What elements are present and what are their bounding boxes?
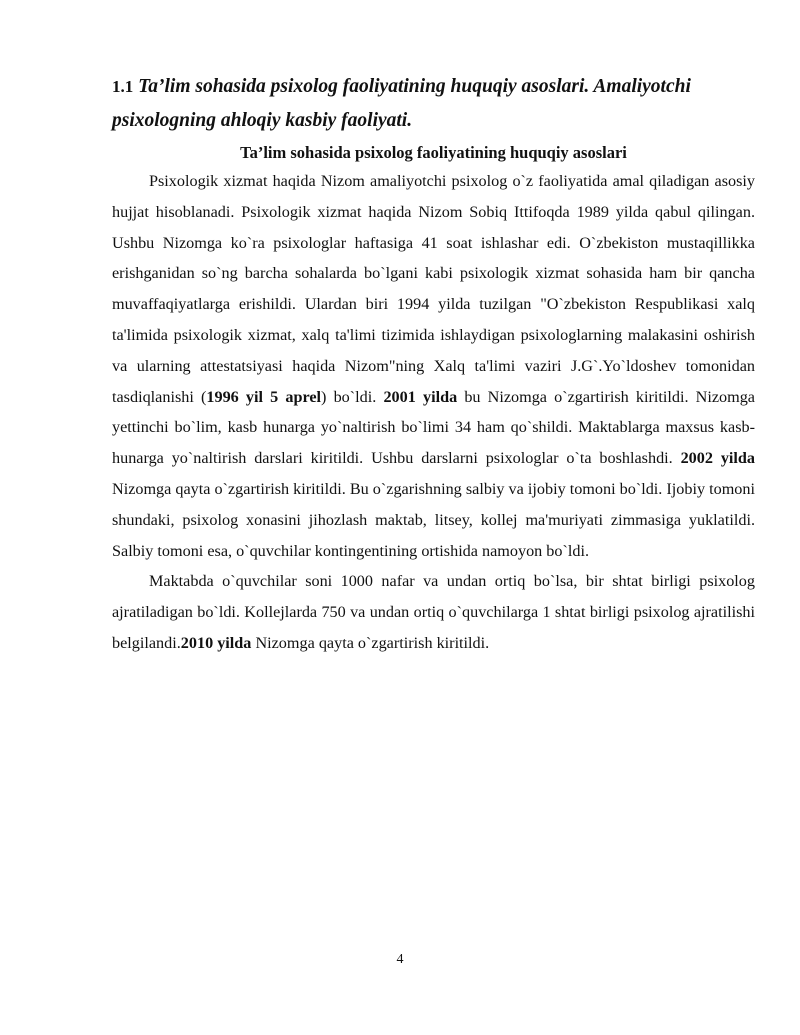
page-number: 4 — [396, 952, 404, 967]
paragraph-1-bold-2001: 2001 yilda — [383, 387, 458, 406]
section-heading — [112, 70, 755, 138]
section-title: Ta’lim sohasida psixolog faoliyatining huquqiy asoslari. Amaliyotchi psixologning ahloqiy kasbiy faoliyati. — [112, 76, 691, 131]
paragraph-1-bold-date: 1996 yil 5 aprel — [206, 387, 322, 406]
paragraph-1-text-2: ) bo`ldi. — [321, 387, 384, 406]
paragraph-1 — [112, 166, 755, 566]
section-number: 1.1 — [112, 77, 134, 96]
paragraph-2-text-1: Maktabda o`quvchilar soni 1000 nafar va undan ortiq bo`lsa, bir shtat birligi psixolog ajratiladigan bo`ldi. Kollejlarda 750 va undan ortiq o`quvchilarga 1 shtat birligi psixolog ajratilishi belgilandi. — [112, 572, 755, 652]
paragraph-2-bold-2010: 2010 yilda — [180, 633, 252, 652]
paragraph-1-text-3: bu Nizomga o`zgartirish kiritildi. Nizomga yettinchi bo`lim, kasb hunarga yo`naltirish bo`limi 34 ham qo`shildi. Maktablarga maxsus kasb-hunarga yo`naltirish darslari kiritildi. Ushbu darslarni psixologlar o`ta boshlashdi. — [112, 387, 755, 468]
paragraph-2 — [112, 566, 755, 658]
subheading: Ta’lim sohasida psixolog faoliyatining huquqiy asoslari — [240, 143, 627, 162]
paragraph-1-text-1: Psixologik xizmat haqida Nizom amaliyotchi psixolog o`z faoliyatida amal qiladigan asosiy hujjat hisoblanadi. Psixologik xizmat haqida Nizom Sobiq Ittifoqda 1989 yilda qabul qilingan. Ushbu Nizomga ko`ra psixologlar haftasiga 41 soat ishlashar edi. O`zbekiston mustaqillikka erishganidan so`ng barcha sohalarda bo`lgani kabi psixologik xizmat sohasida ham bir qancha muvaffaqiyatlarga erishildi. Ulardan biri 1994 yilda tuzilgan "O`zbekiston Respublikasi xalq ta'limida psixologik xizmat, xalq ta'limi tizimida ishlaydigan psixologlarning malakasini oshirish va ularning attestatsiyasi haqida Nizom"ning Xalq ta'limi vaziri J.G`.Yo`ldoshev tomonidan tasdiqlanishi ( — [112, 172, 755, 406]
paragraph-1-text-4: Nizomga qayta o`zgartirish kiritildi. Bu o`zgarishning salbiy va ijobiy tomoni bo`ldi. Ijobiy tomoni shundaki, psixolog xonasini jihozlash maktab, litsey, kollej ma'muriyati zimmasiga yuklatildi. Salbiy tomoni esa, o`quvchilar kontingentining ortishida namoyon bo`ldi. — [112, 479, 755, 560]
paragraph-2-text-2: Nizomga qayta o`zgartirish kiritildi. — [251, 633, 490, 652]
document-page — [112, 70, 755, 659]
paragraph-1-bold-2002: 2002 yilda — [680, 449, 755, 468]
